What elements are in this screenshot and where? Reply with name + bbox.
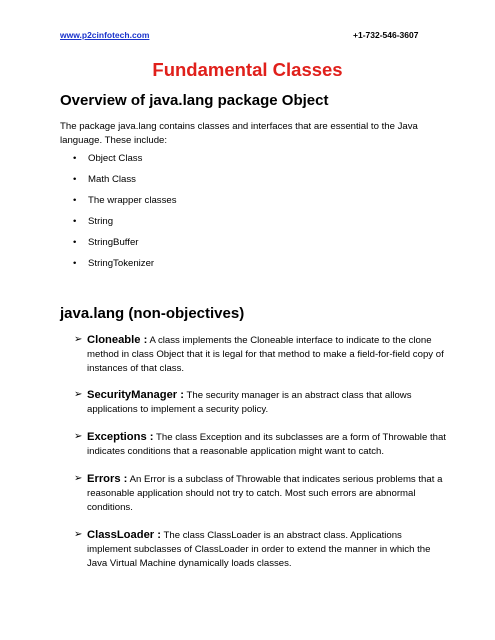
- definition-item-classloader: [74, 528, 446, 572]
- term-label: Exceptions :: [87, 431, 154, 443]
- section-heading-overview: Overview of java.lang package Object: [60, 92, 329, 109]
- term-description: The class ClassLoader is an abstract class. Applications implement subclasses of ClassLoader in order to extend the manner in which the Java Virtual Machine dynamically loads classes.: [87, 530, 431, 570]
- definition-item-exceptions: [74, 430, 446, 459]
- intro-paragraph: The package java.lang contains classes and interfaces that are essential to the Java language. These include:: [60, 121, 418, 146]
- bullet-dot-icon: •: [73, 237, 77, 248]
- arrow-right-icon: ➢: [74, 431, 83, 442]
- term-description: A class implements the Cloneable interface to indicate to the clone method in class Object that it is legal for that method to make a field-for-field copy of instances of that class.: [87, 335, 444, 375]
- term-description: The security manager is an abstract class that allows applications to implement a security policy.: [87, 390, 412, 416]
- arrow-right-icon: ➢: [74, 473, 83, 484]
- bullet-dot-icon: •: [73, 216, 77, 227]
- bullet-dot-icon: •: [73, 174, 77, 185]
- bullet-dot-icon: •: [73, 153, 77, 164]
- arrow-right-icon: ➢: [74, 389, 83, 400]
- document-page: www.p2cinfotech.com +1-732-546-3607 Fundamental Classes Overview of java.lang package Object The package java.lang contains classes and interfaces that are essential to the Java language. These include: • Object Class • Math Class • The wrapper classes • String • StringBuffer • StringTokenizer java.lang (non-objectives) ➢ Cloneable : A class implements the Cloneable interface to indicate to the clone method in class Object that it is legal for that method to make a field-for-field copy of instances of that class. ➢ SecurityManager : The security manager is an abstract class that allows applications to implement a security policy. ➢ Exceptions : The class Exception and its subclasses are a form of Throwable that indicates conditions that a reasonable application might want to catch. ➢ Errors : An Error is a subclass of Throwable that indicates serious problems that a reasonable application should not try to catch. Most such errors are abnormal conditions. ➢ ClassLoader : The class ClassLoader is an abstract class. Applications implement subclasses of ClassLoader in order to extend the manner in which the Java Virtual Machine dynamically loads classes.: [0, 0, 495, 640]
- definition-item-securitymanager: [74, 388, 446, 417]
- term-label: ClassLoader :: [87, 529, 161, 541]
- arrow-right-icon: ➢: [74, 334, 83, 345]
- term-description: The class Exception and its subclasses are a form of Throwable that indicates conditions that a reasonable application might want to catch.: [87, 432, 446, 458]
- term-description: An Error is a subclass of Throwable that indicates serious problems that a reasonable application should not try to catch. Most such errors are abnormal conditions.: [87, 474, 443, 514]
- phone-number: +1-732-546-3607: [353, 30, 419, 40]
- term-label: Cloneable :: [87, 334, 148, 346]
- section-heading-non-objectives: java.lang (non-objectives): [60, 305, 245, 322]
- bullet-dot-icon: •: [73, 195, 77, 206]
- page-title: Fundamental Classes: [152, 59, 343, 80]
- definition-item-errors: [74, 472, 446, 516]
- term-label: Errors :: [87, 473, 128, 485]
- bullet-dot-icon: •: [73, 258, 77, 269]
- arrow-right-icon: ➢: [74, 529, 83, 540]
- definition-item-cloneable: [74, 333, 446, 377]
- term-label: SecurityManager :: [87, 389, 184, 401]
- website-link[interactable]: www.p2cinfotech.com: [60, 30, 150, 40]
